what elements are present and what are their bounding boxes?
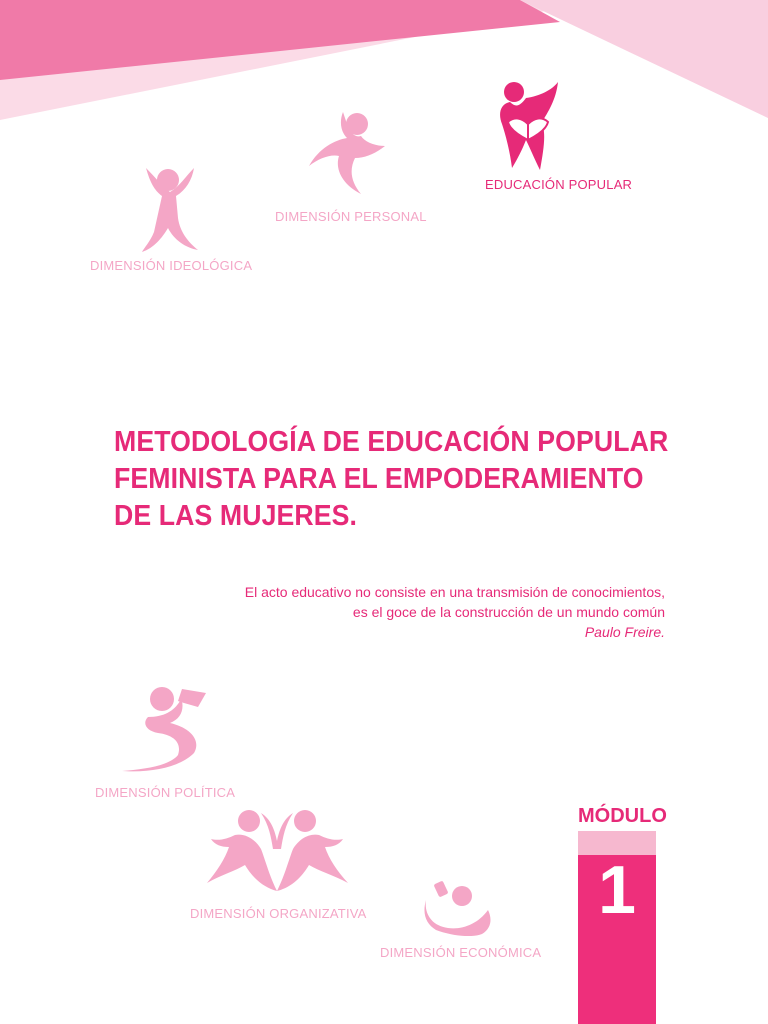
quote-author: Paulo Freire. xyxy=(584,624,665,640)
quote-line-2: es el goce de la construcción de un mundo común xyxy=(352,604,665,620)
educacion-popular-label: EDUCACIÓN POPULAR xyxy=(485,177,633,192)
person-waving-icon xyxy=(305,108,389,198)
module-label: MÓDULO xyxy=(578,805,667,827)
dimension-economica-label: DIMENSIÓN ECONÓMICA xyxy=(380,945,542,960)
title-line-3: DE LAS MUJERES. xyxy=(114,500,358,532)
two-people-hands-joined-icon xyxy=(205,805,350,897)
title-line-1: METODOLOGÍA DE EDUCACIÓN POPULAR xyxy=(114,426,669,458)
quote-line-1: El acto educativo no consiste en una transmisión de conocimientos, xyxy=(244,584,665,600)
dimension-organizativa-label: DIMENSIÓN ORGANIZATIVA xyxy=(190,906,367,921)
epigraph-quote xyxy=(205,582,665,642)
module-number: 1 xyxy=(598,852,636,928)
person-with-flag-icon xyxy=(118,683,210,775)
person-arms-up-icon xyxy=(140,162,202,254)
document-title xyxy=(114,424,674,535)
person-holding-heart-book-icon xyxy=(496,78,562,174)
dimension-politica-label: DIMENSIÓN POLÍTICA xyxy=(95,785,236,800)
dimension-personal-label: DIMENSIÓN PERSONAL xyxy=(275,209,427,224)
hand-holding-coins-icon xyxy=(422,880,494,936)
dimension-ideologica-label: DIMENSIÓN IDEOLÓGICA xyxy=(90,258,253,273)
title-line-2: FEMINISTA PARA EL EMPODERAMIENTO xyxy=(114,463,644,495)
